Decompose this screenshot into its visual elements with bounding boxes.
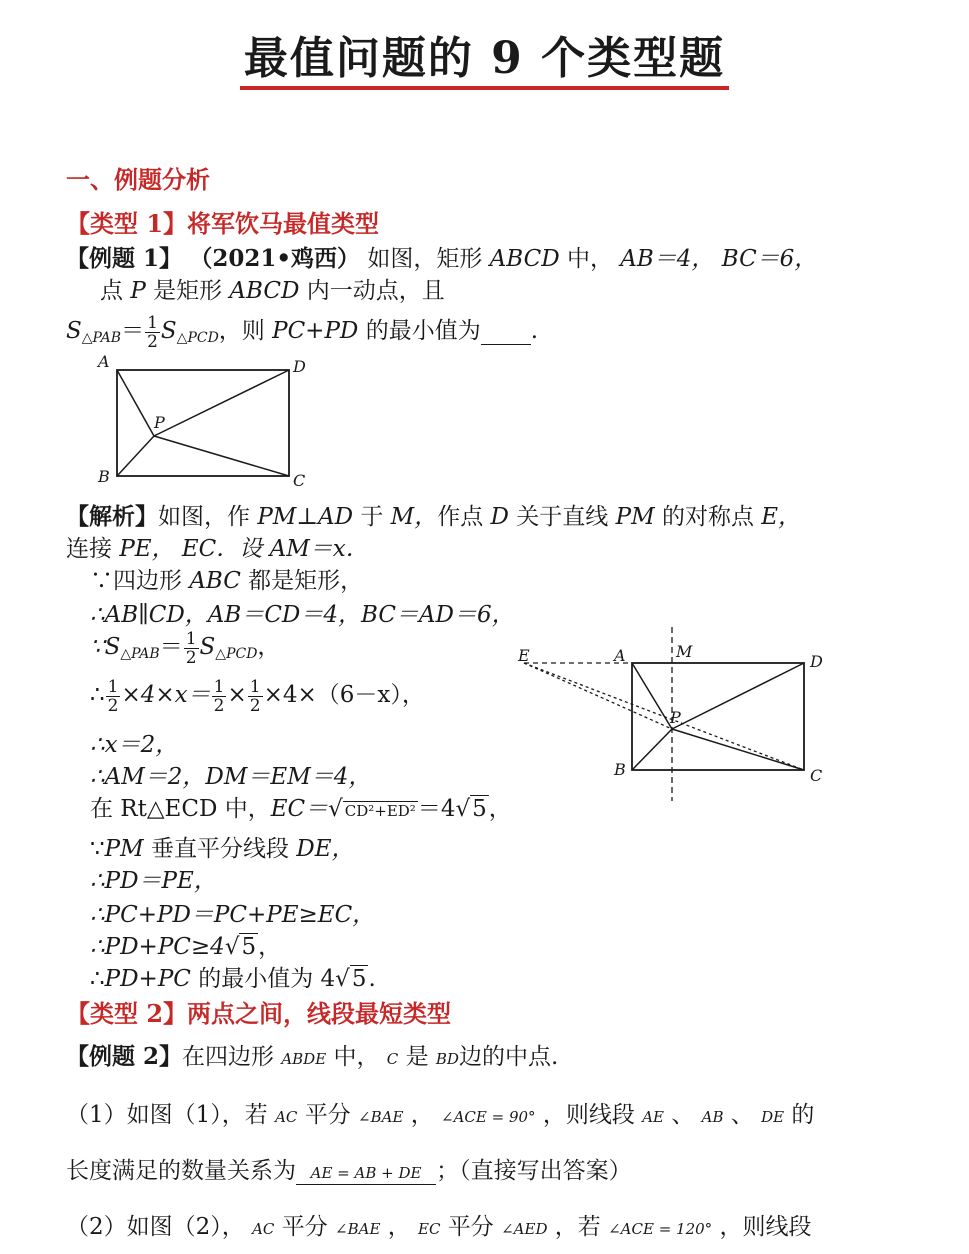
label-d-2: D xyxy=(810,652,823,671)
segment-pe xyxy=(524,663,672,729)
example2-question2: （2）如图（2）， AC 平分 ∠BAE ， EC 平分 ∠AED ，若 ∠ACE = 120° ，则线段 xyxy=(66,1214,812,1240)
example1-label: 【例题 1】 xyxy=(66,245,183,272)
rectangle-figure-1 xyxy=(90,350,330,490)
label-m: M xyxy=(676,642,693,661)
example1-source: （2021•鸡西） xyxy=(189,245,361,272)
rect-abcd xyxy=(117,370,289,476)
label-a: A xyxy=(98,352,110,371)
answer-field: AE = AB + DE xyxy=(296,1158,436,1185)
solution-line4: ∴AB∥CD，AB＝CD＝4，BC＝AD＝6， xyxy=(90,602,515,628)
type1-heading: 【类型 1】将军饮马最值类型 xyxy=(66,209,380,238)
solution-line8: ∴AM＝2，DM＝EM＝4， xyxy=(90,764,372,790)
rect-abcd-2 xyxy=(632,663,804,770)
segment-pb xyxy=(117,436,154,476)
solution-line6: ∴ $\frac{1}{2}$ ×4×x＝ $\frac{1}{2}$ × $\frac{1}{2}$ ×4×（6－x）， xyxy=(90,676,425,716)
solution-line11: ∴PD＝PE， xyxy=(90,868,217,894)
example2-question1: （1）如图（1），若 AC 平分 ∠BAE ， ∠ACE = 90° ，则线段 AE 、 AB 、 DE 的 xyxy=(66,1102,815,1128)
segment-pa-2 xyxy=(632,663,672,729)
solution-line3: ∵四边形 ABC 都是矩形， xyxy=(90,568,364,594)
label-p: P xyxy=(154,413,165,432)
example2-question1-cont: 长度满足的数量关系为 AE = AB + DE ；（直接写出答案） xyxy=(66,1158,632,1184)
label-c-2: C xyxy=(810,766,823,785)
example1-line1: 【例题 1】 （2021•鸡西） 如图，矩形 ABCD 中， AB＝4， BC＝6， xyxy=(66,245,818,272)
solution-line1: 【解析】如图，作 PM⊥AD 于 M，作点 D 关于直线 PM 的对称点 E， xyxy=(66,503,802,530)
segment-pb-2 xyxy=(632,729,672,770)
solution-line14: ∴PD+PC 的最小值为 4√5. xyxy=(90,966,376,992)
example2-line1: 【例题 2】在四边形 ABDE 中， C 是 BD边的中点. xyxy=(66,1043,559,1070)
solution-line5: $\because S_{\triangle PAB}=$ $\frac{1}{2}$ $S_{\triangle PCD}$， xyxy=(90,628,281,668)
label-c: C xyxy=(293,471,306,490)
section-heading: 一、例题分析 xyxy=(66,165,210,194)
solution-label: 【解析】 xyxy=(66,503,158,530)
type2-heading: 【类型 2】两点之间，线段最短类型 xyxy=(66,999,452,1028)
label-p-2: P xyxy=(670,708,681,727)
solution-line9: 在 Rt△ECD 中，EC＝√ CD²+ED²＝4√5， xyxy=(90,796,512,822)
answer-blank xyxy=(481,318,531,345)
solution-line12: ∴PC+PD＝PC+PE≥EC， xyxy=(90,902,376,928)
page-title: 最值问题的 9 个类型题 xyxy=(0,22,969,86)
example2-label: 【例题 2】 xyxy=(66,1043,183,1070)
solution-line7: ∴x＝2， xyxy=(90,732,179,758)
label-b-2: B xyxy=(614,760,626,779)
segment-pd xyxy=(154,370,289,436)
solution-line13: ∴PD+PC≥4√5， xyxy=(90,934,282,960)
segment-pc-2 xyxy=(672,729,804,770)
segment-pc xyxy=(154,436,289,476)
solution-line10: ∵PM 垂直平分线段 DE， xyxy=(90,836,355,862)
solution-line2: 连接 PE， EC．设 AM＝x． xyxy=(66,536,369,562)
example1-line3: $S_{\triangle PAB}=$ $\frac{1}{2}$ $S_{\triangle PCD}$，则 PC+PD 的最小值为 . xyxy=(66,312,538,352)
segment-pd-2 xyxy=(672,663,804,729)
label-e: E xyxy=(518,646,530,665)
label-b: B xyxy=(98,467,110,486)
label-d: D xyxy=(293,357,306,376)
segment-pa xyxy=(117,370,154,436)
reflection-figure xyxy=(510,625,840,805)
label-a-2: A xyxy=(614,646,626,665)
fraction-half: $\frac{1}{2}$ xyxy=(147,312,158,352)
example1-line2: 点 P 是矩形 ABCD 内一动点，且 xyxy=(100,278,445,304)
